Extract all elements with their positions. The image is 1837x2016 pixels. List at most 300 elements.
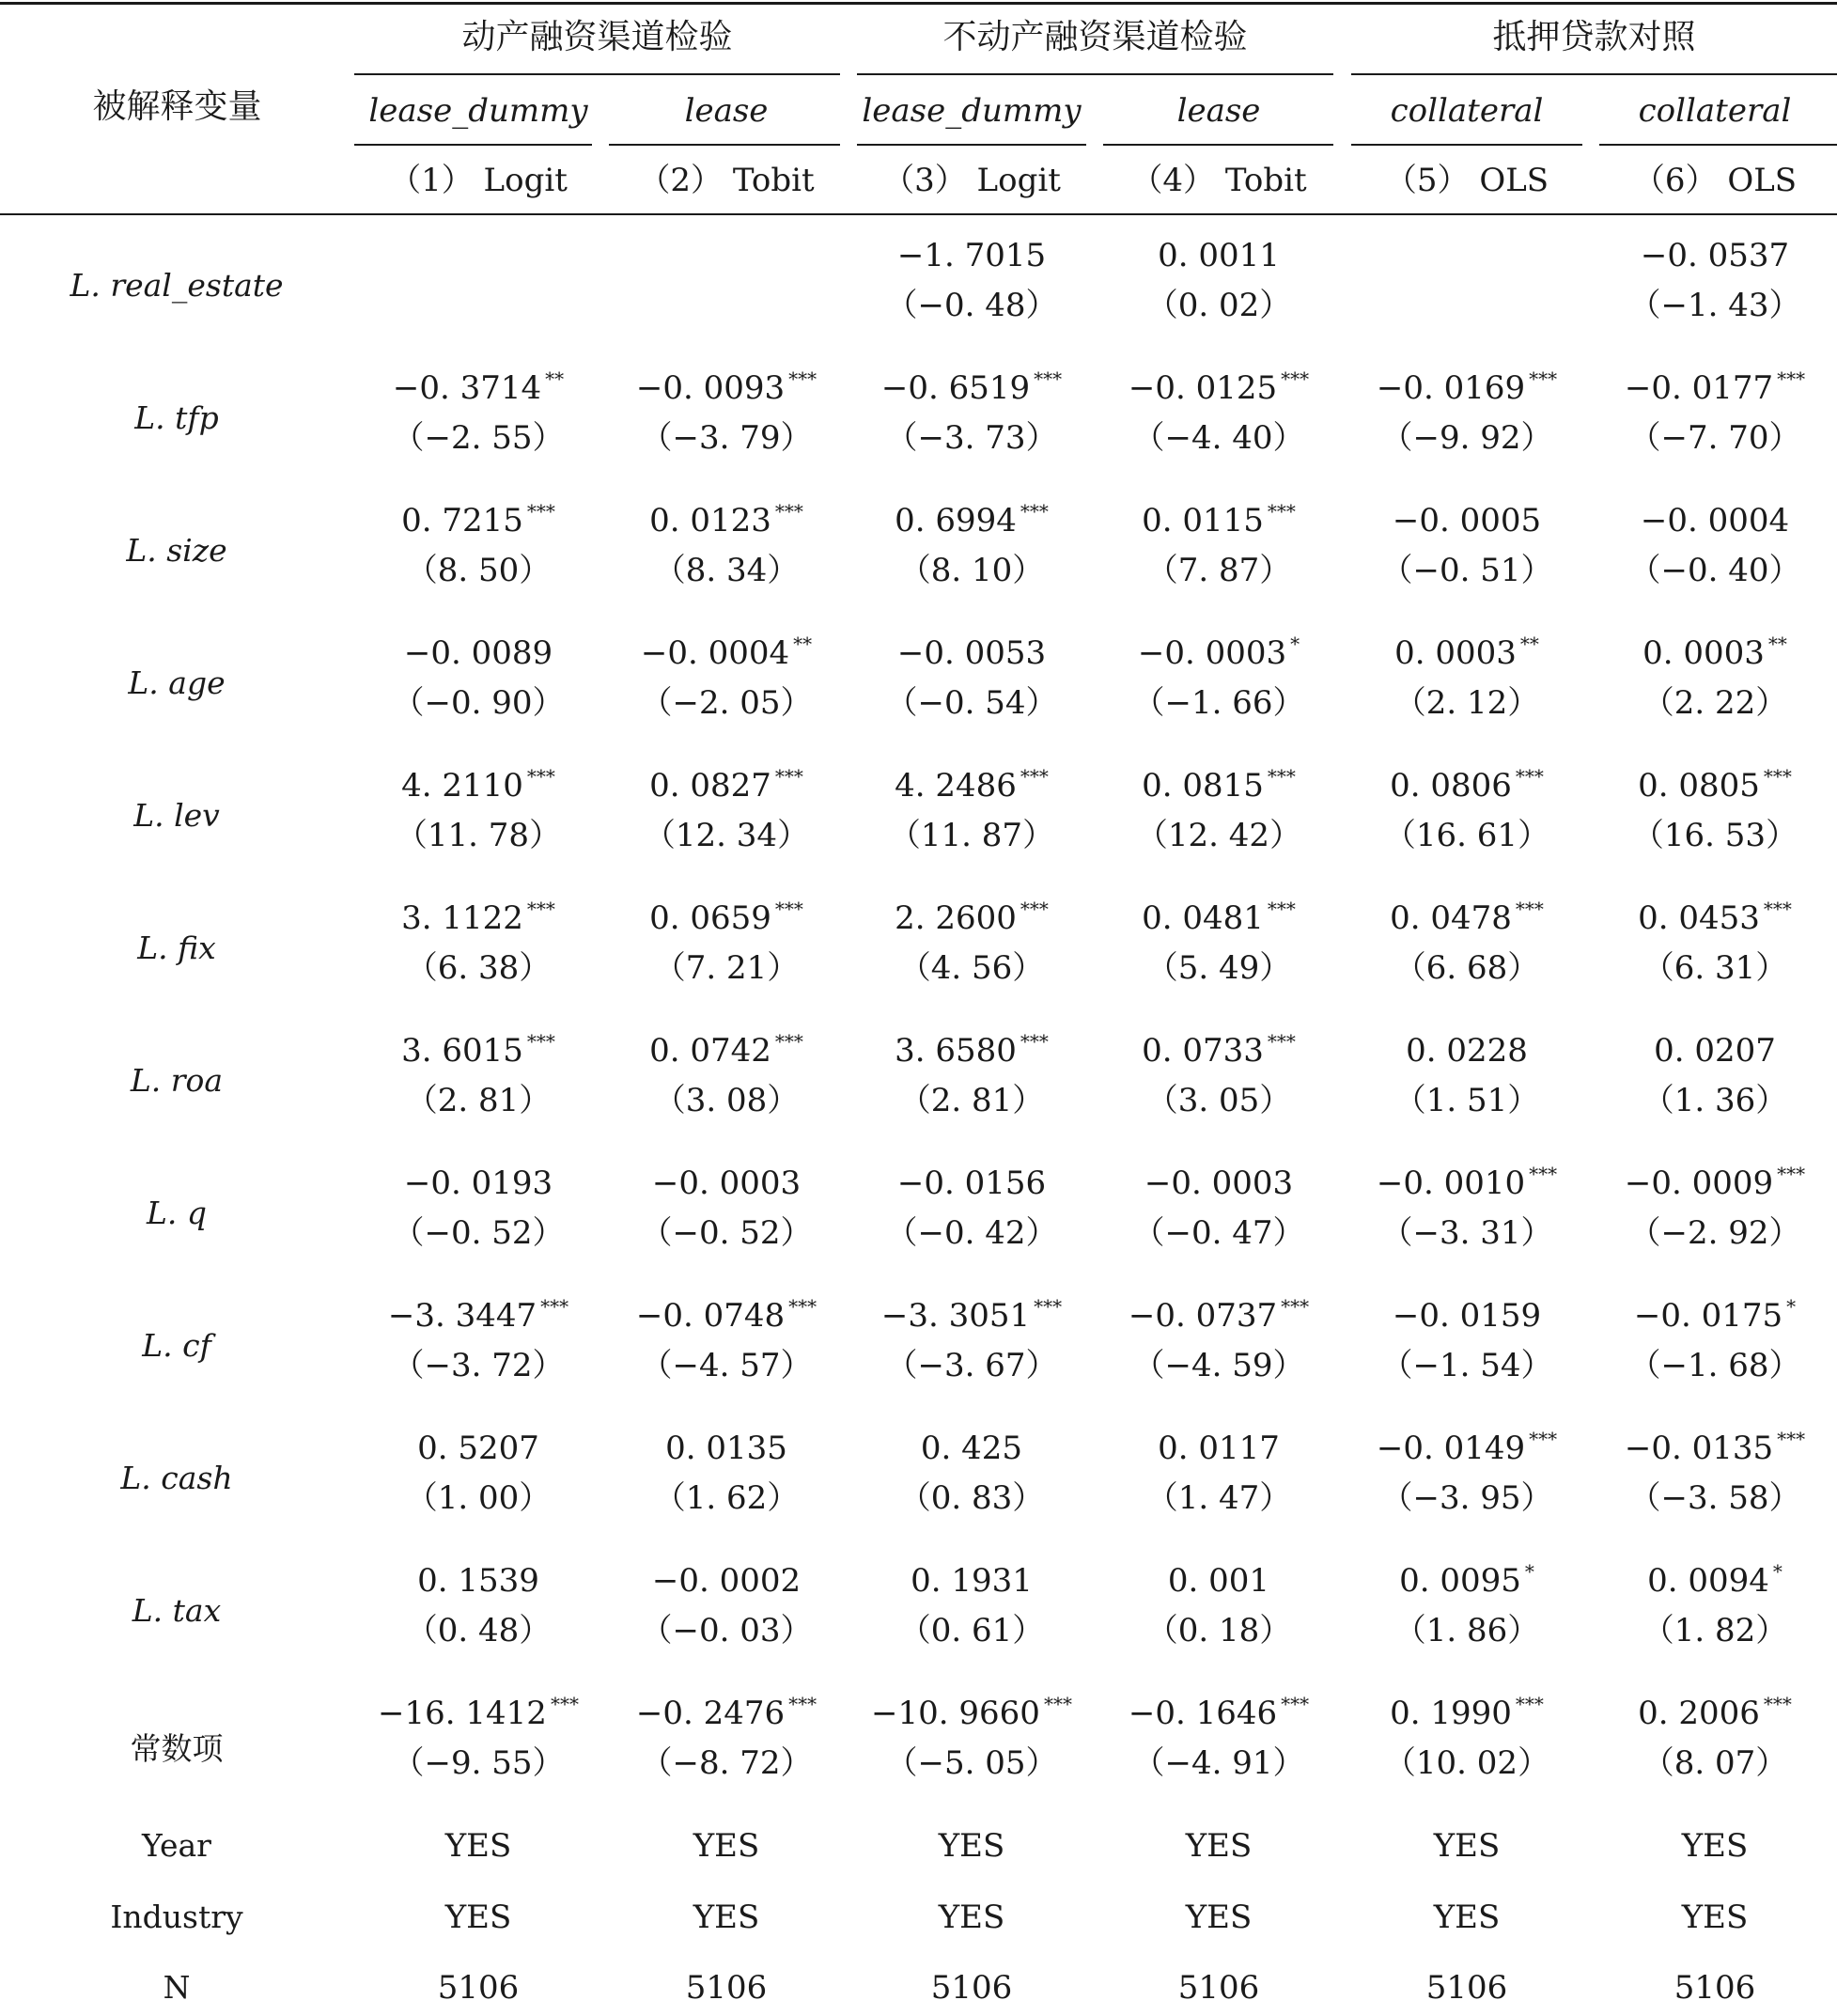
footer-value: 5106	[685, 1969, 768, 2007]
row-label-text: L. cf	[142, 1327, 211, 1364]
coef-value	[1588, 1032, 1837, 1070]
group-header-real-estate: 不动产融资渠道检验	[942, 18, 1248, 56]
coef-number: 0. 5207	[417, 1430, 539, 1467]
significance-stars: ***	[526, 898, 555, 920]
dep-var-3: lease_dummy	[862, 92, 1082, 130]
t-statistic: （0. 18）	[1145, 1612, 1292, 1649]
coef-value	[1588, 237, 1837, 274]
t-statistic: （16. 53）	[1631, 817, 1798, 854]
coef-value	[1340, 1032, 1594, 1070]
coef-number: −0. 0093	[635, 369, 786, 407]
coef-number: 0. 0115	[1142, 502, 1264, 539]
t-statistic: （11. 87）	[888, 817, 1055, 854]
significance-stars: ***	[1281, 367, 1310, 390]
t-statistic: （2. 81）	[405, 1082, 552, 1119]
significance-stars: ***	[1020, 1030, 1049, 1053]
footer-value: YES	[444, 1827, 512, 1865]
coef-value	[1340, 1164, 1594, 1206]
coef-number: 0. 0228	[1406, 1032, 1528, 1070]
coef-value	[1588, 502, 1837, 539]
coef-value	[351, 1695, 605, 1736]
coef-value	[1588, 634, 1837, 676]
coef-number: −0. 0156	[896, 1164, 1047, 1202]
footer-value: YES	[693, 1827, 760, 1865]
significance-stars: ***	[526, 1030, 555, 1053]
footer-value: YES	[1433, 1899, 1501, 1936]
footer-row-label: N	[163, 1969, 191, 2006]
footer-value: YES	[1681, 1899, 1749, 1936]
model-label-1: （1） Logit	[389, 162, 568, 199]
significance-stars: *	[1786, 1295, 1797, 1318]
coef-number: 0. 0117	[1158, 1430, 1280, 1467]
significance-stars: *	[1290, 633, 1300, 655]
t-statistic: （12. 34）	[643, 817, 810, 854]
significance-stars: **	[793, 633, 813, 655]
coef-number: 3. 6015	[401, 1032, 523, 1070]
t-statistic: （−4. 59）	[1132, 1347, 1305, 1384]
coef-value	[1588, 1430, 1837, 1471]
significance-stars: ***	[788, 367, 817, 390]
row-label-text: L. age	[128, 664, 226, 701]
significance-stars: ***	[1515, 765, 1544, 788]
coef-number: −0. 0193	[403, 1164, 553, 1202]
row-label	[8, 532, 346, 569]
t-statistic: （−3. 58）	[1628, 1479, 1801, 1517]
significance-stars: ***	[1020, 898, 1049, 920]
footer-value: YES	[693, 1899, 760, 1936]
coef-number: 0. 0733	[1142, 1032, 1264, 1070]
t-statistic: （7. 87）	[1145, 552, 1292, 589]
coef-value	[351, 634, 605, 672]
row-label	[8, 930, 346, 966]
coef-value	[599, 1297, 853, 1338]
coef-number: 0. 425	[920, 1430, 1023, 1467]
t-statistic: （−9. 92）	[1380, 419, 1553, 457]
t-statistic: （−0. 52）	[392, 1214, 565, 1252]
coef-value	[599, 899, 853, 941]
coef-number: −0. 6519	[880, 369, 1031, 407]
row-label-text: L. tax	[132, 1592, 222, 1629]
t-statistic: （−4. 57）	[640, 1347, 813, 1384]
coef-value	[1588, 767, 1837, 808]
coef-value	[1340, 502, 1594, 539]
t-statistic: （0. 83）	[898, 1479, 1045, 1517]
coef-value	[1340, 767, 1594, 808]
coef-number: −1. 7015	[896, 237, 1047, 274]
footer-value: YES	[1433, 1827, 1501, 1865]
significance-stars: ***	[774, 1030, 803, 1053]
t-statistic: （1. 00）	[405, 1479, 552, 1517]
dep-var-5: collateral	[1390, 92, 1544, 130]
t-statistic: （8. 50）	[405, 552, 552, 589]
coef-value	[351, 1430, 605, 1467]
significance-stars: ***	[1267, 500, 1296, 523]
coef-number: 0. 6994	[895, 502, 1017, 539]
t-statistic: （6. 31）	[1642, 949, 1788, 987]
row-label-text: L. real_estate	[70, 267, 284, 304]
t-statistic: （−0. 52）	[640, 1214, 813, 1252]
header-bottom-rule	[0, 213, 1837, 215]
coef-number: 0. 2006	[1638, 1695, 1760, 1732]
t-statistic: （6. 68）	[1393, 949, 1540, 987]
t-statistic: （8. 10）	[898, 552, 1045, 589]
coef-value	[1588, 1695, 1837, 1736]
coef-number: −0. 0053	[896, 634, 1047, 672]
coef-number: 4. 2486	[895, 767, 1017, 805]
coef-number: −0. 3714	[392, 369, 542, 407]
significance-stars: ***	[1267, 898, 1296, 920]
t-statistic: （3. 05）	[1145, 1082, 1292, 1119]
coef-number: −0. 0125	[1128, 369, 1278, 407]
coef-value	[1340, 1297, 1594, 1335]
dep-var-6: collateral	[1638, 92, 1792, 130]
coef-number: −0. 0003	[1144, 1164, 1294, 1202]
coef-number: −3. 3051	[880, 1297, 1031, 1335]
row-label-text: L. cash	[120, 1460, 233, 1496]
coef-number: 0. 0095	[1399, 1562, 1521, 1600]
coef-number: 0. 0815	[1142, 767, 1264, 805]
significance-stars: ***	[788, 1693, 817, 1715]
coef-value	[1092, 1032, 1346, 1073]
significance-stars: ***	[550, 1693, 579, 1715]
t-statistic: （4. 56）	[898, 949, 1045, 987]
significance-stars: ***	[540, 1295, 569, 1318]
coef-number: 0. 0003	[1394, 634, 1517, 672]
coef-value	[351, 767, 605, 808]
row-label-text: L. lev	[133, 797, 220, 834]
coef-value	[1092, 634, 1346, 676]
t-statistic: （−3. 79）	[640, 419, 813, 457]
coef-number: 2. 2600	[895, 899, 1017, 937]
coef-number: 4. 2110	[401, 767, 523, 805]
significance-stars: ***	[1034, 1295, 1063, 1318]
coef-value	[1588, 369, 1837, 411]
t-statistic: （1. 62）	[653, 1479, 800, 1517]
significance-stars: ***	[774, 898, 803, 920]
footer-value: 5106	[1177, 1969, 1260, 2007]
coef-number: −0. 0009	[1624, 1164, 1774, 1202]
coef-value	[599, 1430, 853, 1467]
t-statistic: （−0. 90）	[392, 684, 565, 722]
row-label	[8, 1592, 346, 1629]
row-label-text: L. size	[126, 532, 227, 569]
coef-number: 0. 0481	[1142, 899, 1264, 937]
significance-stars: ***	[788, 1295, 817, 1318]
dep-var-2: lease	[684, 92, 769, 130]
coef-number: −0. 0010	[1376, 1164, 1526, 1202]
t-statistic: （8. 07）	[1642, 1744, 1788, 1782]
t-statistic: （−2. 92）	[1628, 1214, 1801, 1252]
coef-value	[1588, 899, 1837, 941]
model-label-3: （3） Logit	[882, 162, 1061, 199]
t-statistic: （0. 61）	[898, 1612, 1045, 1649]
footer-value: YES	[1185, 1899, 1253, 1936]
row-label	[8, 399, 346, 436]
dep-var-4: lease	[1176, 92, 1261, 130]
coef-value	[351, 1164, 605, 1202]
t-statistic: （−3. 67）	[885, 1347, 1058, 1384]
significance-stars: ***	[1267, 1030, 1296, 1053]
group-header-movable: 动产融资渠道检验	[461, 18, 733, 56]
coef-number: −0. 0537	[1640, 237, 1790, 274]
t-statistic: （−0. 51）	[1380, 552, 1553, 589]
t-statistic: （12. 42）	[1135, 817, 1302, 854]
coef-number: 0. 0806	[1390, 767, 1512, 805]
significance-stars: ***	[1043, 1693, 1072, 1715]
t-statistic: （−1. 43）	[1628, 287, 1801, 324]
footer-value: 5106	[1674, 1969, 1756, 2007]
coef-number: −0. 0149	[1376, 1430, 1526, 1467]
significance-stars: ***	[1777, 1428, 1806, 1450]
group-underline-1	[354, 73, 840, 75]
significance-stars: ***	[1281, 1295, 1310, 1318]
coef-number: −16. 1412	[378, 1695, 547, 1732]
coef-value	[1340, 634, 1594, 676]
coef-value	[599, 1562, 853, 1600]
coef-number: −0. 0135	[1624, 1430, 1774, 1467]
t-statistic: （−1. 54）	[1380, 1347, 1553, 1384]
coef-value	[1092, 502, 1346, 543]
coef-number: −0. 0737	[1128, 1297, 1278, 1335]
coef-value	[845, 502, 1098, 543]
coef-number: 0. 1539	[417, 1562, 539, 1600]
coef-number: 3. 1122	[401, 899, 523, 937]
t-statistic: （1. 47）	[1145, 1479, 1292, 1517]
t-statistic: （−1. 68）	[1628, 1347, 1801, 1384]
model-label-5: （5） OLS	[1384, 162, 1549, 199]
t-statistic: （6. 38）	[405, 949, 552, 987]
coef-number: −0. 0159	[1392, 1297, 1542, 1335]
depvar-underline-4	[1103, 144, 1333, 146]
group-header-mortgage: 抵押贷款对照	[1492, 18, 1696, 56]
coef-number: 0. 7215	[401, 502, 523, 539]
coef-number: 0. 0827	[649, 767, 771, 805]
coef-value	[845, 1695, 1098, 1736]
t-statistic: （1. 86）	[1393, 1612, 1540, 1649]
coef-number: −0. 0003	[1137, 634, 1287, 672]
depvar-underline-6	[1599, 144, 1837, 146]
footer-value: YES	[1185, 1827, 1253, 1865]
coef-value	[845, 1297, 1098, 1338]
footer-row-label: Industry	[110, 1899, 243, 1935]
significance-stars: ***	[1529, 1428, 1558, 1450]
significance-stars: ***	[1034, 367, 1063, 390]
coef-value	[351, 502, 605, 543]
footer-value: YES	[938, 1827, 1005, 1865]
coef-number: −0. 0004	[640, 634, 790, 672]
coef-value	[1588, 1164, 1837, 1206]
coef-value	[1092, 1297, 1346, 1338]
row-label	[8, 797, 346, 834]
footer-value: YES	[1681, 1827, 1749, 1865]
coef-value	[1092, 1430, 1346, 1467]
significance-stars: ***	[526, 500, 555, 523]
model-label-4: （4） Tobit	[1130, 162, 1307, 199]
t-statistic: （−0. 42）	[885, 1214, 1058, 1252]
t-statistic: （−8. 72）	[640, 1744, 813, 1782]
t-statistic: （2. 81）	[898, 1082, 1045, 1119]
coef-number: −10. 9660	[871, 1695, 1040, 1732]
coef-number: 0. 0453	[1638, 899, 1760, 937]
t-statistic: （−5. 05）	[885, 1744, 1058, 1782]
t-statistic: （−2. 55）	[392, 419, 565, 457]
t-statistic: （−0. 48）	[885, 287, 1058, 324]
coef-value	[599, 1164, 853, 1202]
coef-number: 3. 6580	[895, 1032, 1017, 1070]
coef-value	[1092, 237, 1346, 274]
row-label-text: L. q	[146, 1195, 208, 1231]
coef-number: 0. 0207	[1654, 1032, 1776, 1070]
coef-number: −0. 0089	[403, 634, 553, 672]
footer-value: 5106	[930, 1969, 1013, 2007]
t-statistic: （7. 21）	[653, 949, 800, 987]
coef-number: 0. 0094	[1647, 1562, 1769, 1600]
t-statistic: （−1. 66）	[1132, 684, 1305, 722]
t-statistic: （5. 49）	[1145, 949, 1292, 987]
t-statistic: （0. 02）	[1145, 287, 1292, 324]
t-statistic: （1. 82）	[1642, 1612, 1788, 1649]
row-label-text: 常数项	[130, 1730, 224, 1767]
coef-value	[351, 369, 605, 411]
coef-value	[845, 1430, 1098, 1467]
coef-number: −3. 3447	[387, 1297, 537, 1335]
footer-value: YES	[444, 1899, 512, 1936]
t-statistic: （8. 34）	[653, 552, 800, 589]
depvar-underline-2	[609, 144, 840, 146]
coef-number: −0. 0004	[1640, 502, 1790, 539]
footer-value: YES	[938, 1899, 1005, 1936]
t-statistic: （−9. 55）	[392, 1744, 565, 1782]
significance-stars: ***	[1281, 1693, 1310, 1715]
t-statistic: （10. 02）	[1383, 1744, 1550, 1782]
t-statistic: （1. 51）	[1393, 1082, 1540, 1119]
coef-number: −0. 0177	[1624, 369, 1774, 407]
coef-value	[845, 1562, 1098, 1600]
footer-value: 5106	[437, 1969, 520, 2007]
coef-value	[1092, 1695, 1346, 1736]
coef-value	[1092, 1562, 1346, 1600]
coef-value	[599, 502, 853, 543]
row-label	[8, 1725, 346, 1769]
row-label	[8, 1460, 346, 1496]
coef-number: 0. 1990	[1390, 1695, 1512, 1732]
significance-stars: ***	[1020, 500, 1049, 523]
top-rule	[0, 2, 1837, 5]
significance-stars: ***	[1763, 898, 1792, 920]
group-underline-2	[857, 73, 1333, 75]
t-statistic: （−0. 03）	[640, 1612, 813, 1649]
t-statistic: （−3. 95）	[1380, 1479, 1553, 1517]
t-statistic: （2. 22）	[1642, 684, 1788, 722]
depvar-underline-1	[354, 144, 592, 146]
coef-number: −0. 1646	[1128, 1695, 1278, 1732]
t-statistic: （0. 48）	[405, 1612, 552, 1649]
coef-value	[599, 1032, 853, 1073]
significance-stars: **	[1767, 633, 1787, 655]
footer-value: 5106	[1425, 1969, 1508, 2007]
coef-value	[1588, 1297, 1837, 1338]
significance-stars: *	[1524, 1560, 1534, 1583]
model-label-2: （2） Tobit	[638, 162, 815, 199]
dep-var-1: lease_dummy	[368, 92, 588, 130]
coef-number: −0. 0175	[1633, 1297, 1783, 1335]
coef-value	[1340, 899, 1594, 941]
coef-value	[1092, 369, 1346, 411]
coef-number: 0. 0123	[649, 502, 771, 539]
coef-value	[351, 899, 605, 941]
coef-number: 0. 0659	[649, 899, 771, 937]
coef-value	[845, 634, 1098, 672]
significance-stars: ***	[1020, 765, 1049, 788]
significance-stars: ***	[1267, 765, 1296, 788]
significance-stars: ***	[1763, 1693, 1792, 1715]
t-statistic: （11. 78）	[395, 817, 562, 854]
t-statistic: （−0. 54）	[885, 684, 1058, 722]
coef-number: 0. 0478	[1390, 899, 1512, 937]
coef-number: 0. 0742	[649, 1032, 771, 1070]
coef-value	[845, 1164, 1098, 1202]
significance-stars: ***	[1777, 1163, 1806, 1185]
significance-stars: ***	[1529, 1163, 1558, 1185]
t-statistic: （3. 08）	[653, 1082, 800, 1119]
row-label	[8, 1327, 346, 1364]
significance-stars: ***	[774, 765, 803, 788]
coef-value	[1340, 369, 1594, 411]
coef-number: −0. 2476	[635, 1695, 786, 1732]
footer-row-label: Year	[142, 1827, 211, 1864]
coef-value	[845, 369, 1098, 411]
coef-number: 0. 0135	[665, 1430, 787, 1467]
coef-value	[599, 1695, 853, 1736]
significance-stars: ***	[526, 765, 555, 788]
t-statistic: （2. 12）	[1393, 684, 1540, 722]
coef-value	[845, 237, 1098, 274]
t-statistic: （−7. 70）	[1628, 419, 1801, 457]
coef-number: 0. 0805	[1638, 767, 1760, 805]
model-label-6: （6） OLS	[1632, 162, 1798, 199]
depvar-underline-3	[857, 144, 1086, 146]
depvar-underline-5	[1351, 144, 1582, 146]
t-statistic: （−4. 40）	[1132, 419, 1305, 457]
coef-value	[351, 1562, 605, 1600]
coef-number: −0. 0169	[1376, 369, 1526, 407]
coef-number: 0. 001	[1167, 1562, 1270, 1600]
coef-value	[1340, 1695, 1594, 1736]
row-label	[8, 664, 346, 701]
t-statistic: （−3. 31）	[1380, 1214, 1553, 1252]
significance-stars: ***	[1515, 1693, 1544, 1715]
coef-value	[1340, 1430, 1594, 1471]
coef-number: 0. 0011	[1158, 237, 1280, 274]
significance-stars: ***	[1515, 898, 1544, 920]
coef-value	[1092, 767, 1346, 808]
significance-stars: *	[1772, 1560, 1783, 1583]
t-statistic: （1. 36）	[1642, 1082, 1788, 1119]
t-statistic: （−2. 05）	[640, 684, 813, 722]
coef-value	[351, 1032, 605, 1073]
row-label-text: L. roa	[130, 1062, 224, 1099]
coef-number: −0. 0002	[651, 1562, 802, 1600]
significance-stars: **	[545, 367, 565, 390]
coef-number: 0. 1931	[911, 1562, 1033, 1600]
significance-stars: **	[1519, 633, 1539, 655]
coef-value	[845, 767, 1098, 808]
stub-label: 被解释变量	[92, 87, 262, 126]
coef-value	[1092, 1164, 1346, 1202]
coef-number: −0. 0748	[635, 1297, 786, 1335]
row-label	[8, 1195, 346, 1231]
t-statistic: （−0. 40）	[1628, 552, 1801, 589]
